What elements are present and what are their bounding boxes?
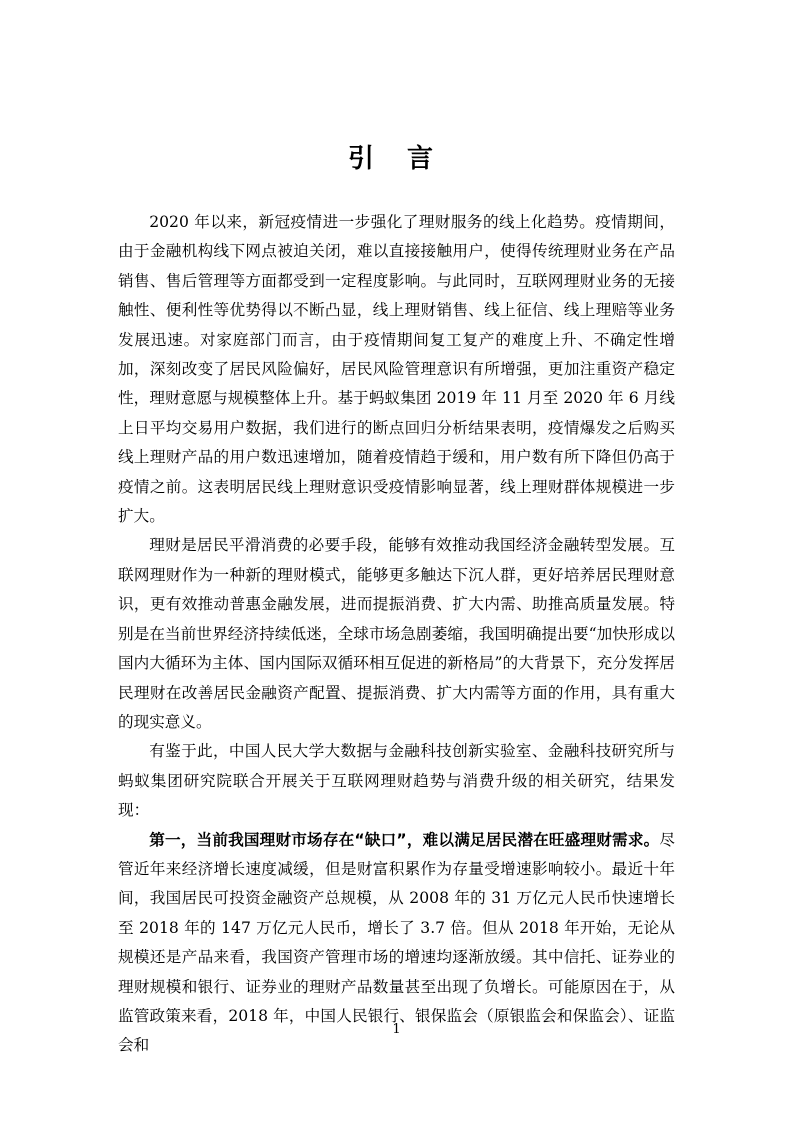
- finding-one-text: 尽管近年来经济增长速度减缓，但是财富积累作为存量受增速影响较小。最近十年间，我国居民可投资金融资产总规模，从 2008 年的 31 万亿元人民币快速增长至 2018 年的 147 万亿元人民币，增长了 3.7 倍。但从 2018 年开始，无论从规模还是产品来看，我国资产管理市场的增速均逐渐放缓。其中信托、证券业的理财规模和银行、证券业的理财产品数量甚至出现了负增长。可能原因在于，从监管政策来看，2018 年，中国人民银行、银保监会（原银监会和保监会）、证监会和: [118, 830, 675, 1055]
- page-title: 引 言: [347, 144, 446, 174]
- page-number: 1: [392, 1022, 401, 1037]
- document-body: [118, 208, 675, 1061]
- finding-one-heading: 第一，当前我国理财市场存在“缺口”，难以满足居民潜在旺盛理财需求。: [149, 830, 660, 849]
- paragraph-significance: 理财是居民平滑消费的必要手段，能够有效推动我国经济金融转型发展。互联网理财作为一种新的理财模式，能够更多触达下沉人群，更好培养居民理财意识，更有效推动普惠金融发展，进而提振消费、扩大内需、助推高质量发展。特别是在当前世界经济持续低迷，全球市场急剧萎缩，我国明确提出要“加快形成以国内大循环为主体、国内国际双循环相互促进的新格局”的大背景下，充分发挥居民理财在改善居民金融资产配置、提振消费、扩大内需等方面的作用，具有重大的现实意义。: [118, 536, 675, 731]
- paragraph-intro: 2020 年以来，新冠疫情进一步强化了理财服务的线上化趋势。疫情期间，由于金融机构线下网点被迫关闭，难以直接接触用户，使得传统理财业务在产品销售、售后管理等方面都受到一定程度影响。与此同时，互联网理财业务的无接触性、便利性等优势得以不断凸显，线上理财销售、线上征信、线上理赔等业务发展迅速。对家庭部门而言，由于疫情期间复工复产的难度上升、不确定性增加，深刻改变了居民风险偏好，居民风险管理意识有所增强，更加注重资产稳定性，理财意愿与规模整体上升。基于蚂蚁集团 2019 年 11 月至 2020 年 6 月线上日平均交易用户数据，我们进行的断点回归分析结果表明，疫情爆发之后购买线上理财产品的用户数迅速增加，随着疫情趋于缓和，用户数有所下降但仍高于疫情之前。这表明居民线上理财意识受疫情影响显著，线上理财群体规模进一步扩大。: [118, 213, 675, 526]
- paragraph-research: 有鉴于此，中国人民大学大数据与金融科技创新实验室、金融科技研究所与蚂蚁集团研究院联合开展关于互联网理财趋势与消费升级的相关研究，结果发现：: [118, 742, 675, 820]
